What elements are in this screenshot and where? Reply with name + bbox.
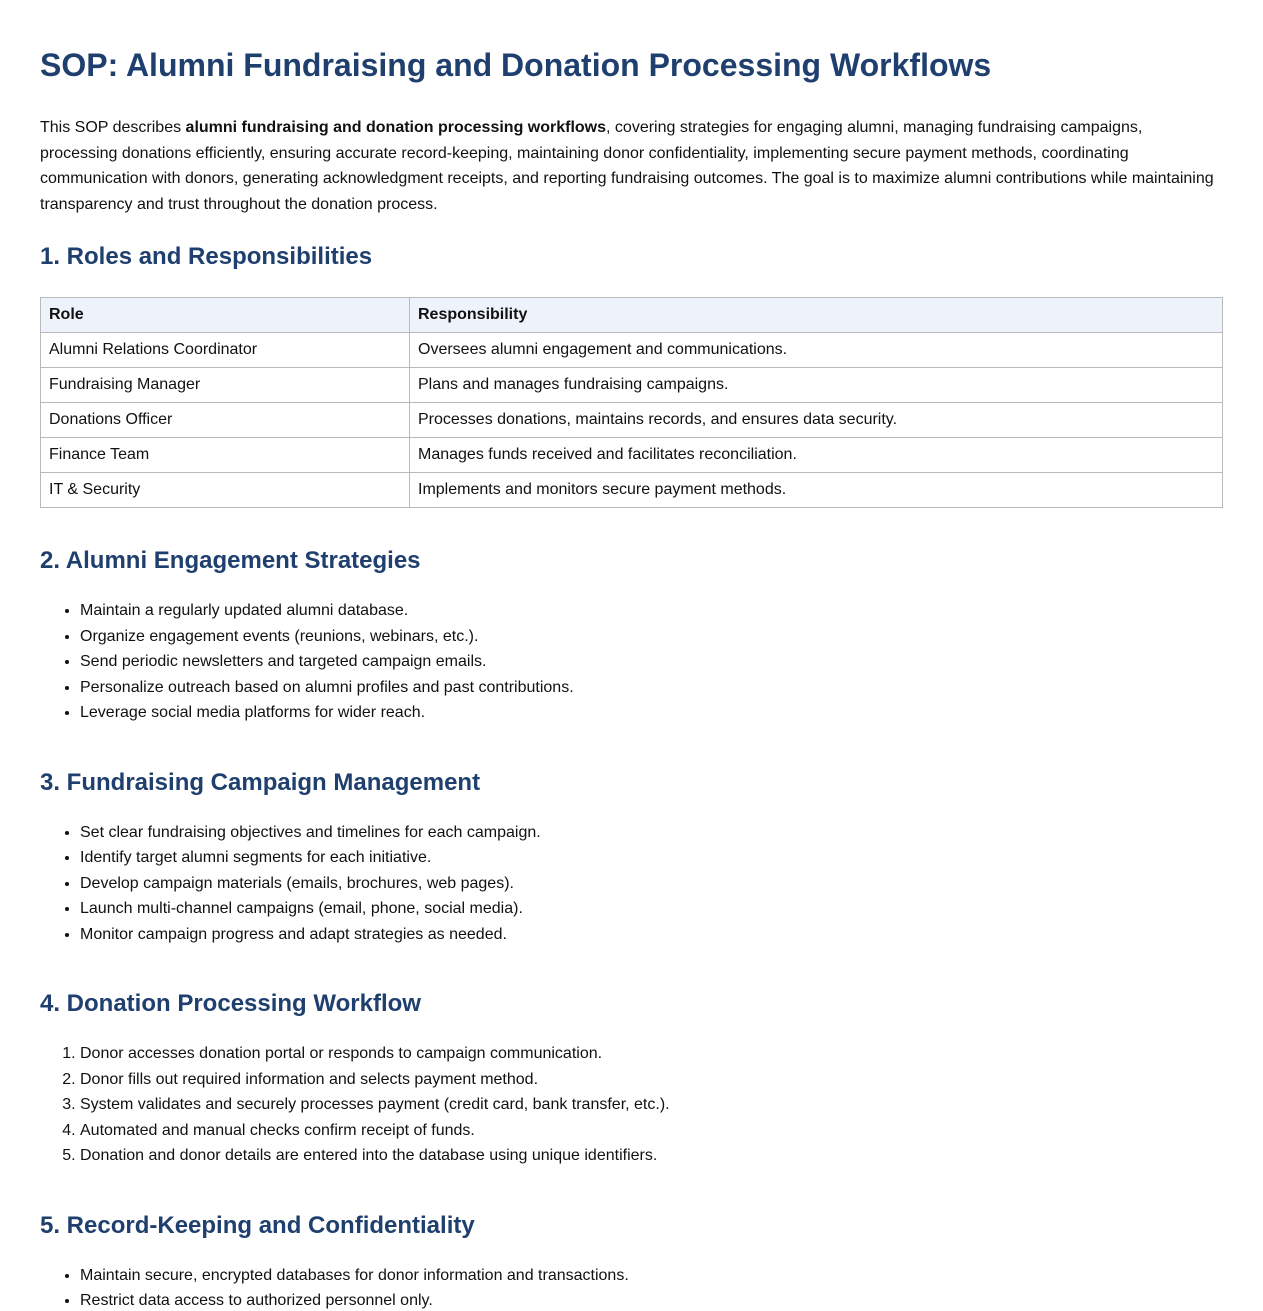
page-title: SOP: Alumni Fundraising and Donation Processing Workflows (40, 47, 992, 83)
table-row (41, 368, 1223, 403)
workflow-list (40, 1041, 1223, 1169)
list-item: 5. Donation and donor details are entered into the database using unique identifiers. (80, 1143, 1223, 1169)
table-cell-role: Fundraising Manager (41, 368, 410, 403)
table-cell-responsibility: Manages funds received and facilitates reconciliation. (410, 438, 1223, 473)
list-item: • Launch multi-channel campaigns (email, phone, social media). (80, 896, 1223, 922)
list-item: • Send periodic newsletters and targeted campaign emails. (80, 649, 1223, 675)
table-header-responsibility: Responsibility (410, 298, 1223, 333)
table-cell-responsibility: Implements and monitors secure payment methods. (410, 473, 1223, 508)
table-header-row (41, 298, 1223, 333)
section-heading-records: 5. Record-Keeping and Confidentiality (40, 1211, 475, 1239)
table-cell-responsibility: Oversees alumni engagement and communications. (410, 333, 1223, 368)
table-header-role: Role (41, 298, 410, 333)
list-item: 3. System validates and securely processes payment (credit card, bank transfer, etc.). (80, 1092, 1223, 1118)
section-heading-workflow: 4. Donation Processing Workflow (40, 990, 421, 1017)
list-item: • Maintain a regularly updated alumni database. (80, 598, 1223, 624)
list-item: 1. Donor accesses donation portal or responds to campaign communication. (80, 1041, 1223, 1067)
list-item: • Maintain secure, encrypted databases for donor information and transactions. (80, 1263, 1223, 1289)
list-item: • Identify target alumni segments for each initiative. (80, 845, 1223, 871)
table-cell-role: Alumni Relations Coordinator (41, 333, 410, 368)
table-row (41, 403, 1223, 438)
section-heading-campaign: 3. Fundraising Campaign Management (40, 768, 481, 796)
list-item: • Personalize outreach based on alumni profiles and past contributions. (80, 675, 1223, 701)
table-row (41, 438, 1223, 473)
list-item: • Develop campaign materials (emails, brochures, web pages). (80, 871, 1223, 897)
list-item: • Monitor campaign progress and adapt strategies as needed. (80, 922, 1223, 948)
table-cell-responsibility: Plans and manages fundraising campaigns. (410, 368, 1223, 403)
intro-paragraph (40, 115, 1223, 217)
campaign-list (40, 820, 1223, 948)
roles-table (40, 297, 1223, 508)
intro-bold: alumni fundraising and donation processing workflows (185, 119, 607, 136)
table-cell-role: Finance Team (41, 438, 410, 473)
table-cell-role: Donations Officer (41, 403, 410, 438)
table-row (41, 473, 1223, 508)
records-list (40, 1263, 1223, 1311)
section-heading-engagement: 2. Alumni Engagement Strategies (40, 547, 421, 574)
table-cell-responsibility: Processes donations, maintains records, and ensures data security. (410, 403, 1223, 438)
list-item: 2. Donor fills out required information and selects payment method. (80, 1067, 1223, 1093)
list-item: • Restrict data access to authorized personnel only. (80, 1288, 1223, 1311)
intro-suffix: , covering strategies for engaging alumni, managing fundraising campaigns, processing donations efficiently, ensuring accurate record-keeping, maintaining donor confidentiality, implementing secure payment methods, coordinating communication with donors, generating acknowledgment receipts, and reporting fundraising outcomes. The goal is to maximize alumni contributions while maintaining transparency and trust throughout the donation process. (40, 119, 1214, 213)
list-item: • Leverage social media platforms for wider reach. (80, 700, 1223, 726)
section-heading-roles: 1. Roles and Responsibilities (40, 243, 373, 270)
table-row (41, 333, 1223, 368)
list-item: • Set clear fundraising objectives and timelines for each campaign. (80, 820, 1223, 846)
engagement-list (40, 598, 1223, 726)
intro-prefix: This SOP describes (40, 119, 186, 136)
list-item: 4. Automated and manual checks confirm receipt of funds. (80, 1118, 1223, 1144)
table-cell-role: IT & Security (41, 473, 410, 508)
list-item: • Organize engagement events (reunions, webinars, etc.). (80, 624, 1223, 650)
